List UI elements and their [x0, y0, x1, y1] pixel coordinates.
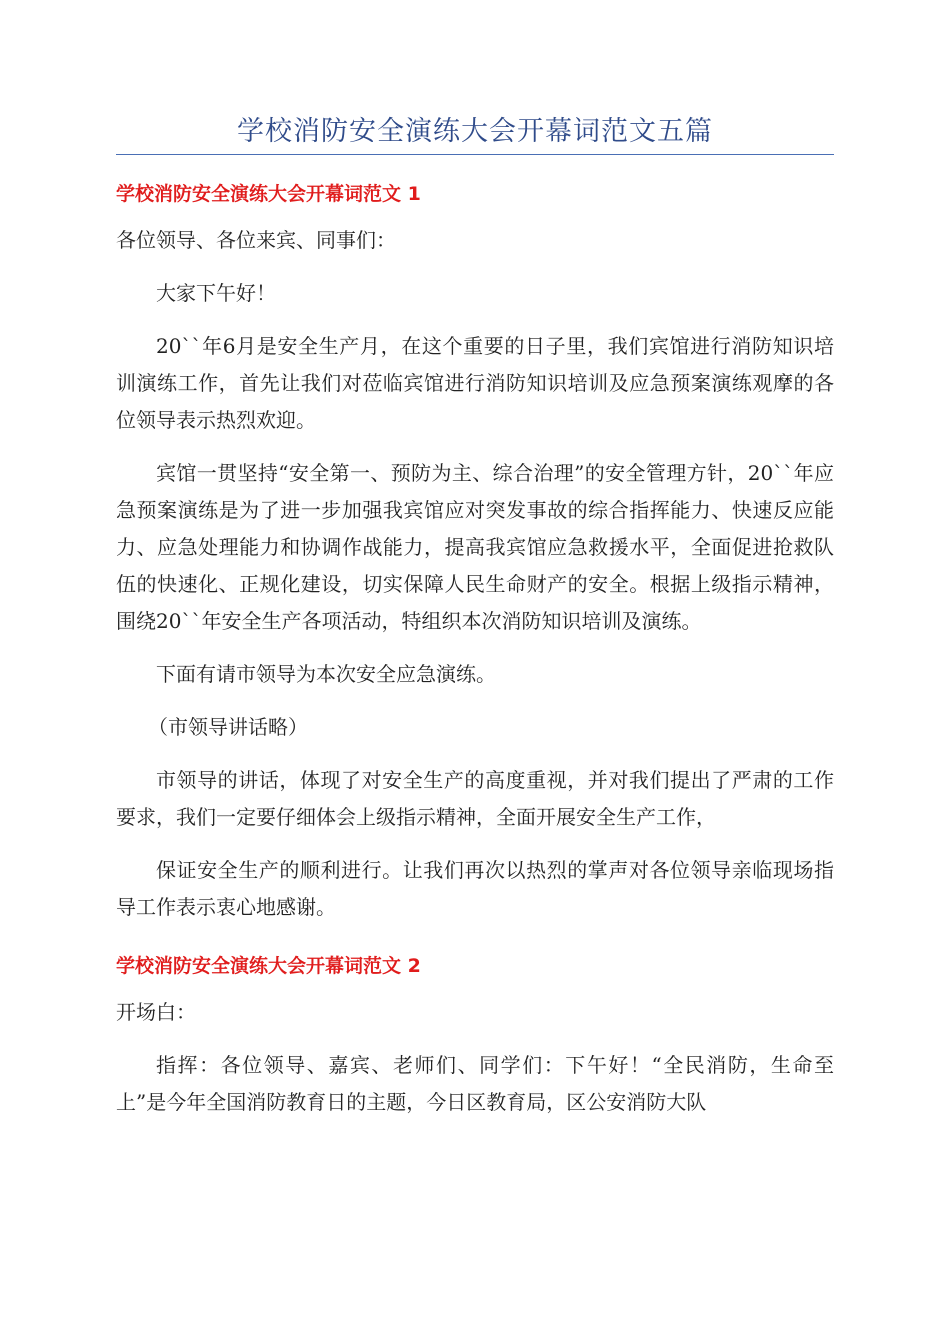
body-paragraph: 市领导的讲话，体现了对安全生产的高度重视，并对我们提出了严肃的工作要求，我们一定要仔细体会上级指示精神，全面开展安全生产工作， — [116, 768, 834, 829]
greeting-paragraph: 大家下午好！ — [156, 281, 276, 305]
body-paragraph: 20``年6月是安全生产月，在这个重要的日子里，我们宾馆进行消防知识培训演练工作，首先让我们对莅临宾馆进行消防知识培训及应急预案演练观摩的各位领导表示热烈欢迎。 — [116, 334, 834, 432]
document-title: 学校消防安全演练大会开幕词范文五篇 — [237, 116, 713, 147]
document-body — [116, 176, 834, 1137]
body-paragraph: （市领导讲话略） — [148, 715, 308, 739]
body-paragraph: 开场白： — [116, 1000, 196, 1024]
body-paragraph: 宾馆一贯坚持“安全第一、预防为主、综合治理”的安全管理方针，20``年应急预案演练是为了进一步加强我宾馆应对突发事故的综合指挥能力、快速反应能力、应急处理能力和协调作战能力，提高我宾馆应急救援水平，全面促进抢救队伍的快速化、正规化建设，切实保障人民生命财产的安全。根据上级指示精神，围绕20``年安全生产各项活动，特组织本次消防知识培训及演练。 — [116, 461, 834, 633]
salutation-paragraph: 各位领导、各位来宾、同事们： — [116, 228, 396, 252]
body-paragraph: 指挥：各位领导、嘉宾、老师们、同学们：下午好！“全民消防，生命至上”是今年全国消防教育日的主题，今日区教育局，区公安消防大队 — [116, 1053, 834, 1114]
body-paragraph: 下面有请市领导为本次安全应急演练。 — [156, 662, 496, 686]
section-heading-2: 学校消防安全演练大会开幕词范文 2 — [116, 955, 421, 977]
title-underline-rule — [116, 154, 834, 155]
body-paragraph: 保证安全生产的顺利进行。让我们再次以热烈的掌声对各位领导亲临现场指导工作表示衷心地感谢。 — [116, 858, 834, 919]
section-heading-1: 学校消防安全演练大会开幕词范文 1 — [116, 183, 421, 205]
